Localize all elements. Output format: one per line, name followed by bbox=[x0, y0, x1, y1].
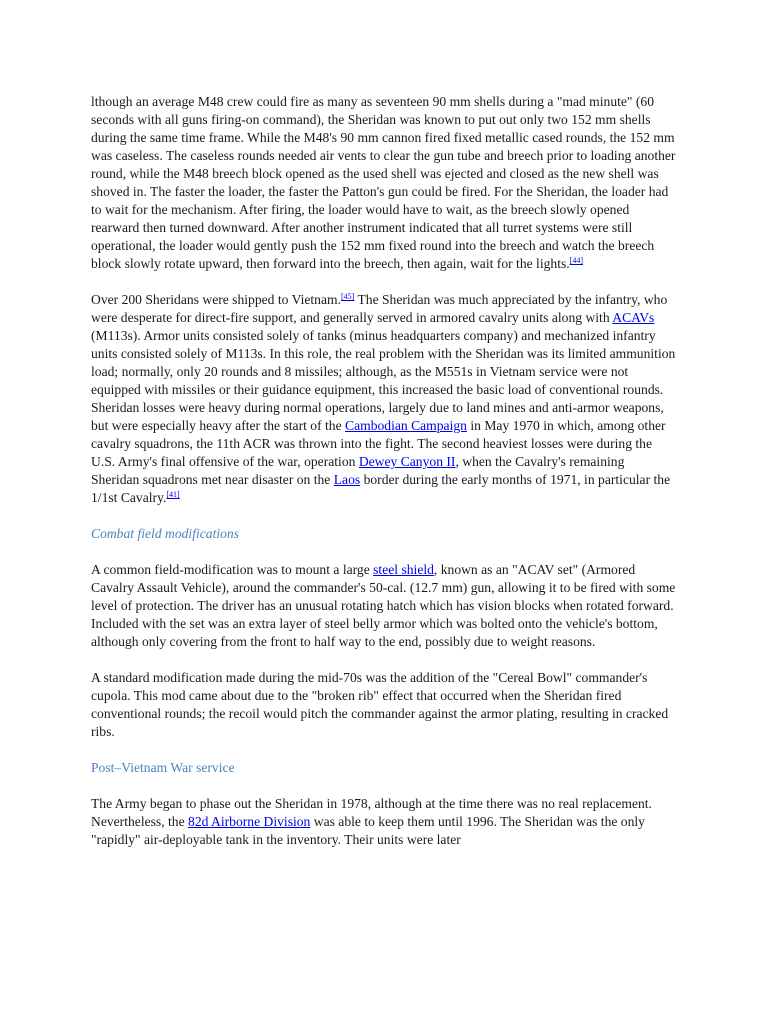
paragraph-acav-set bbox=[91, 561, 676, 651]
citation-41[interactable] bbox=[166, 490, 179, 499]
paragraph-rate-of-fire bbox=[91, 93, 676, 273]
paragraph-text: border during the early months of 1971, in particular the 1/1st Cavalry. bbox=[91, 472, 671, 505]
paragraph-vietnam-deployment bbox=[91, 291, 676, 507]
paragraph-cereal-bowl: A standard modification made during the mid-70s was the addition of the "Cereal Bowl" commander's cupola. This mod came about due to the "broken rib" effect that occurred when the Sheridan fired conventional rounds; the recoil would pitch the commander against the armor plating, resulting in cracked ribs. bbox=[91, 670, 669, 739]
link-acavs[interactable]: ACAVs bbox=[612, 310, 655, 325]
paragraph-text: lthough an average M48 crew could fire as many as seventeen 90 mm shells during a "mad minute" (60 seconds with all guns firing-on command), the Sheridan was known to put out only two 152 mm shells during the same time frame. While the M48's 90 mm cannon fired fixed metallic cased rounds, the 152 mm was caseless. The caseless rounds needed air vents to clear the gun tube and breech prior to loading another round, while the M48 breech block opened as the used shell was ejected and closed as the new shell was shoved in. The faster the loader, the faster the Patton's gun could be fired. For the Sheridan, the loader had to wait for the mechanism. After firing, the loader would have to wait, as the breech slowly opened rearward then turned downward. After another instrument indicated that all turret systems were still operational, the loader would gently push the 152 mm fixed round into the breech and watch the breech block slowly rotate upward, then forward into the breech, then again, wait for the lights. bbox=[91, 94, 676, 271]
link-laos[interactable]: Laos bbox=[333, 472, 361, 487]
paragraph-text: The Sheridan was much appreciated by the infantry, who were desperate for direct-fire support, and generally served in armored cavalry units along with bbox=[91, 292, 668, 325]
link-steel-shield[interactable]: steel shield bbox=[373, 562, 434, 577]
citation-45[interactable] bbox=[341, 292, 354, 301]
paragraph-text: A common field-modification was to mount a large bbox=[91, 562, 374, 577]
citation-link[interactable]: [44] bbox=[569, 256, 583, 265]
heading-combat-field-modifications: Combat field modifications bbox=[91, 526, 240, 541]
citation-44[interactable] bbox=[570, 256, 583, 265]
paragraph-text: , when the Cavalry's remaining Sheridan squadrons met near disaster on the bbox=[91, 454, 625, 487]
heading-post-vietnam-war-service: Post–Vietnam War service bbox=[91, 760, 235, 775]
paragraph-text: , known as an "ACAV set" (Armored Cavalry Assault Vehicle), around the commander's 50-cal. (12.7 mm) gun, allowing it to be fired with some level of protection. The driver has an unusual rotating hatch which has vision blocks when rotated forward. Included with the set was an extra layer of steel belly armor which was bolted onto the vehicle's bottom, although only covering from the front to half way to the end, possibly due to weight reasons. bbox=[91, 562, 676, 649]
citation-link[interactable]: [41] bbox=[166, 490, 180, 499]
paragraph-text: in May 1970 in which, among other cavalry squadrons, the 11th ACR was thrown into the fight. The second heaviest losses were during the U.S. Army's final offensive of the war, operation bbox=[91, 418, 666, 469]
paragraph-phase-out bbox=[91, 795, 676, 849]
link-cambodian-campaign[interactable]: Cambodian Campaign bbox=[345, 418, 467, 433]
paragraph-text: (M113s). Armor units consisted solely of tanks (minus headquarters company) and mechanized infantry units consisted solely of M113s. In this role, the real problem with the Sheridan was its limited ammunition load; normally, only 20 rounds and 8 missiles; although, as the M551s in Vietnam service were not equipped with missiles or their guidance equipment, this increased the basic load of conventional rounds. Sheridan losses were heavy during normal operations, largely due to land mines and anti-armor weapons, but were especially heavy after the start of the bbox=[91, 328, 676, 433]
document-page bbox=[91, 93, 676, 849]
link-dewey-canyon-ii[interactable]: Dewey Canyon II bbox=[358, 454, 456, 469]
citation-link[interactable]: [45] bbox=[340, 292, 355, 301]
paragraph-text: Over 200 Sheridans were shipped to Vietnam. bbox=[91, 292, 341, 307]
paragraph-text: was able to keep them until 1996. The Sheridan was the only "rapidly" air-deployable tank in the inventory. Their units were later bbox=[91, 814, 645, 847]
link-82d-airborne-division[interactable]: 82d Airborne Division bbox=[188, 814, 311, 829]
paragraph-text: The Army began to phase out the Sheridan in 1978, although at the time there was no real replacement. Nevertheless, the bbox=[91, 796, 652, 829]
